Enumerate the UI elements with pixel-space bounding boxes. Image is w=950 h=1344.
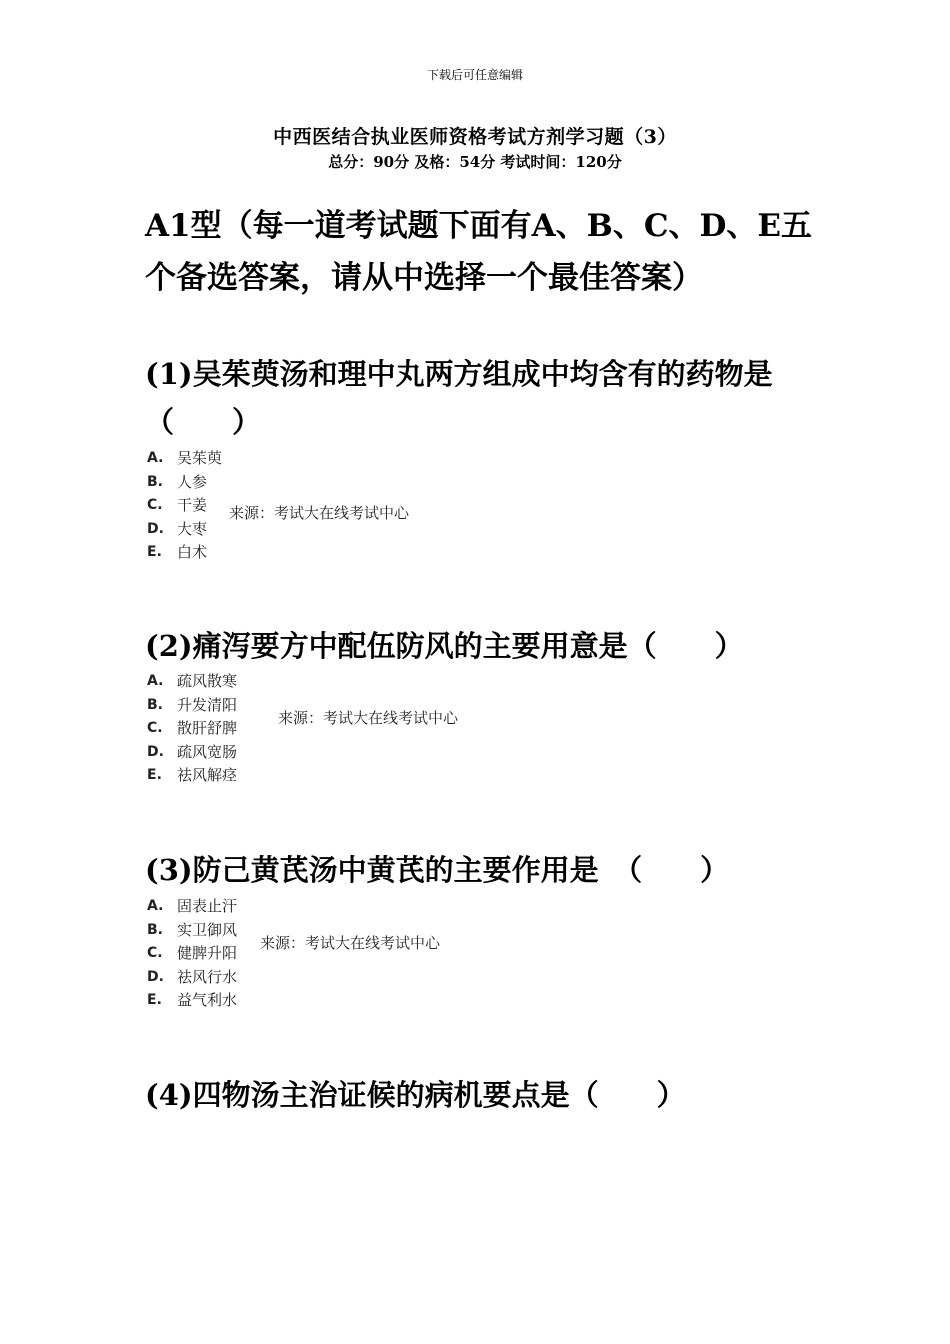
option-text: 固表止汗	[177, 897, 238, 915]
option-text: 实卫御风	[177, 920, 238, 939]
question-1-options	[147, 447, 222, 565]
option-e[interactable]	[147, 764, 237, 788]
option-text: 疏风宽肠	[177, 742, 238, 761]
option-d[interactable]	[147, 966, 237, 990]
question-3-source: 来源：考试大在线考试中心	[260, 934, 441, 952]
question-2-options	[147, 670, 237, 788]
option-text: 升发清阳	[177, 695, 238, 714]
option-letter: A.	[147, 450, 164, 466]
option-text: 祛风行水	[177, 967, 238, 986]
option-text: 健脾升阳	[177, 944, 238, 962]
download-note: 下载后可任意编辑	[426, 68, 523, 82]
option-letter: C.	[147, 945, 163, 961]
option-text: 益气利水	[177, 991, 238, 1009]
option-letter: D.	[147, 968, 164, 985]
option-text: 疏风散寒	[177, 672, 238, 690]
question-3-stem: (3)防己黄芪汤中黄芪的主要作用是 （ ）	[145, 853, 730, 887]
option-letter: A.	[147, 673, 164, 689]
option-a[interactable]	[147, 447, 222, 471]
option-b[interactable]	[147, 694, 237, 718]
option-text: 散肝舒脾	[177, 719, 238, 737]
option-c[interactable]	[147, 717, 237, 741]
option-letter: B.	[147, 921, 163, 938]
option-c[interactable]	[147, 942, 237, 966]
option-letter: E.	[147, 767, 162, 783]
section-heading: A1型（每一道考试题下面有A、B、C、D、E五个备选答案，请从中选择一个最佳答案）	[145, 208, 813, 296]
question-1-stem: (1)吴茱萸汤和理中丸两方组成中均含有的药物是（ ）	[145, 357, 773, 439]
option-b[interactable]	[147, 471, 222, 495]
option-letter: D.	[147, 743, 164, 760]
option-d[interactable]	[147, 741, 237, 765]
option-a[interactable]	[147, 895, 237, 919]
option-letter: D.	[147, 520, 164, 537]
option-b[interactable]	[147, 919, 237, 943]
question-2-source: 来源：考试大在线考试中心	[278, 709, 459, 727]
option-text: 祛风解痉	[177, 766, 238, 784]
question-1-source: 来源：考试大在线考试中心	[229, 504, 410, 522]
option-e[interactable]	[147, 541, 222, 565]
exam-meta: 总分：90分 及格：54分 考试时间：120分	[328, 153, 622, 171]
question-4-stem: (4)四物汤主治证候的病机要点是（ ）	[145, 1078, 686, 1112]
option-text: 白术	[177, 543, 208, 561]
option-c[interactable]	[147, 494, 222, 518]
option-text: 人参	[177, 472, 208, 491]
option-letter: A.	[147, 898, 164, 914]
option-letter: B.	[147, 473, 163, 490]
document-title: 中西医结合执业医师资格考试方剂学习题（3）	[273, 126, 677, 148]
option-letter: C.	[147, 720, 163, 736]
option-d[interactable]	[147, 518, 222, 542]
option-text: 大枣	[177, 519, 208, 538]
option-a[interactable]	[147, 670, 237, 694]
question-3-options	[147, 895, 237, 1013]
option-letter: B.	[147, 696, 163, 713]
option-text: 干姜	[177, 496, 208, 514]
option-text: 吴茱萸	[177, 449, 223, 467]
option-letter: C.	[147, 497, 163, 513]
option-e[interactable]	[147, 989, 237, 1013]
option-letter: E.	[147, 544, 162, 560]
option-letter: E.	[147, 992, 162, 1008]
question-2-stem: (2)痛泻要方中配伍防风的主要用意是（ ）	[145, 629, 744, 663]
